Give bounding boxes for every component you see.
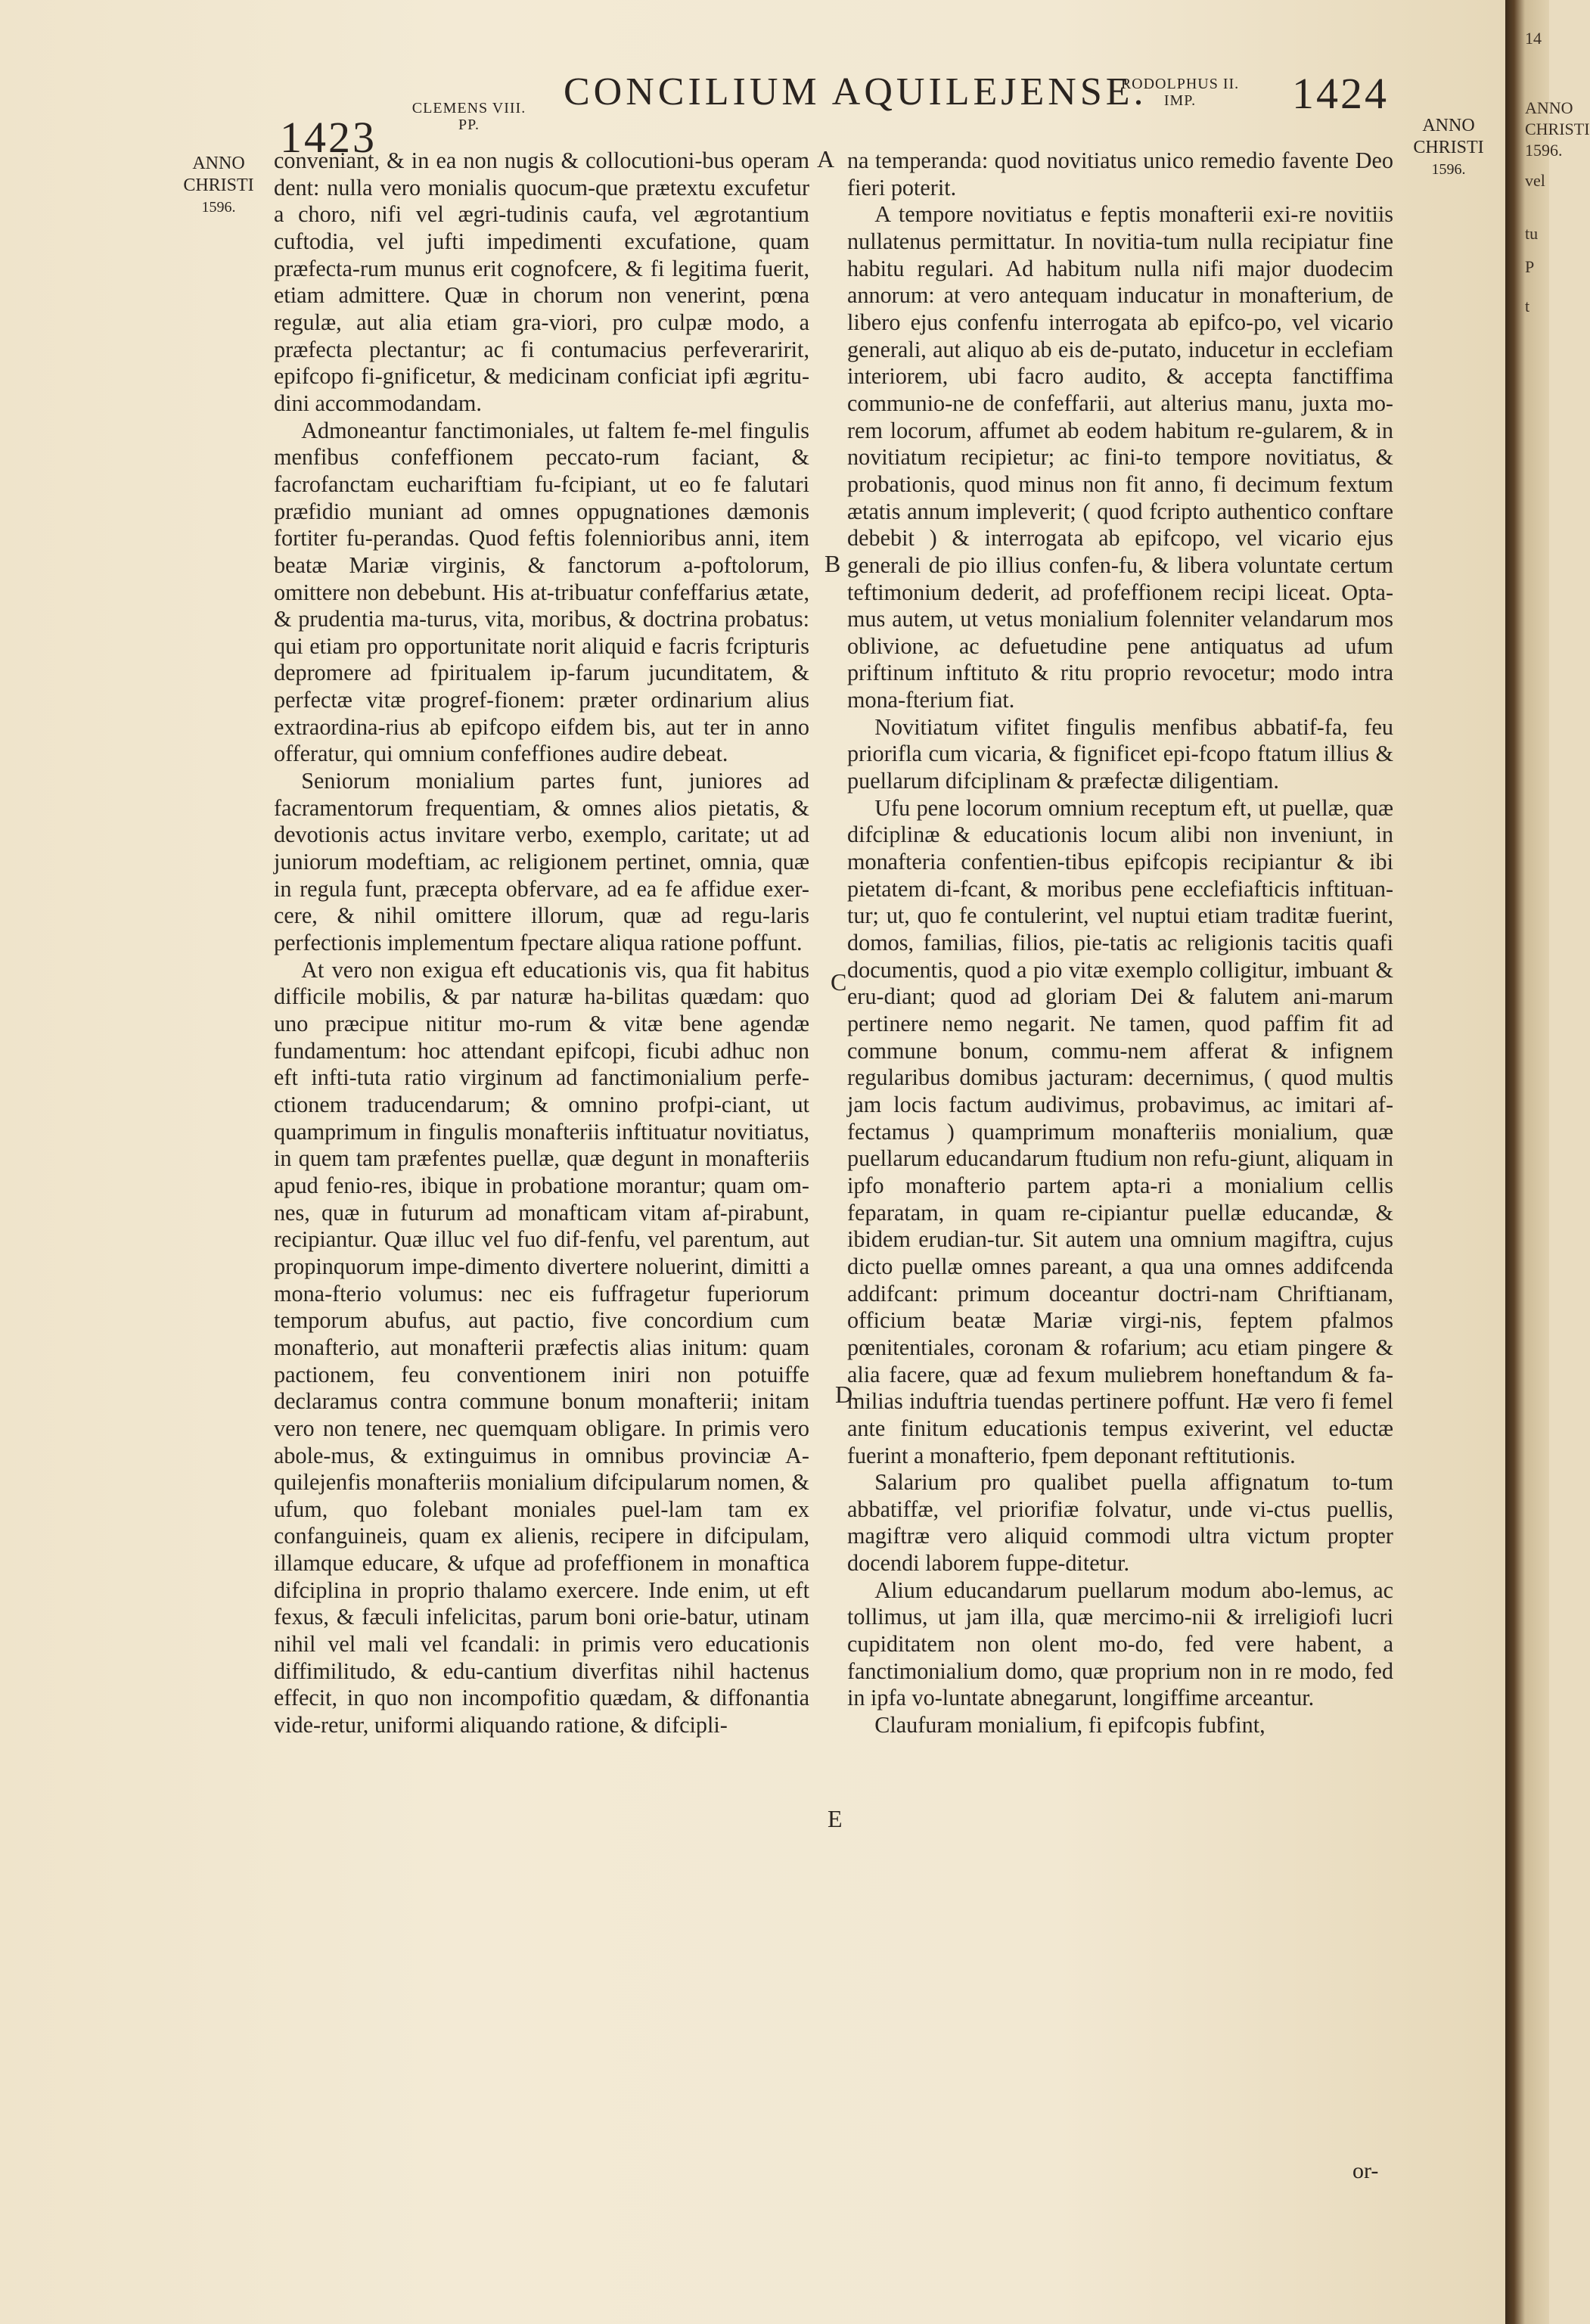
page-title: CONCILIUM AQUILEJENSE. [564, 70, 1147, 113]
left-paragraph: Admoneantur fanctimoniales, ut faltem fe-mel fingulis menfibus confeffionem peccato-rum faciant, & facrofanctam euchariftiam fu-fcipiant, ut eo fe falutari præfidio muniant ad omnes oppugnationes dæmonis fortiter fu-perandas. Quod feftis folennioribus anni, item beatæ Mariæ virginis, & fanctorum a-poftolorum, omittere non debebunt. His at-tribuatur confeffarius ætate, & prudentia ma-turus, vita, moribus, & doctrina probatus: qui etiam pro opportunitate norit aliquid e facris fcripturis depromere ad fpiritualem ip-farum jucunditatem, & perfectæ vitæ progref-fionem: præter ordinarium alius extraordina-rius ab epifcopo eifdem bis, aut ter in anno offeratur, qui omnium confeffiones audire debeat. [274, 417, 809, 767]
margin-year: 1596. [1431, 161, 1466, 178]
margin-christi: CHRISTI [1413, 138, 1484, 157]
left-paragraph: Seniorum monialium partes funt, juniores ad facramentorum frequentiam, & omnes alios pietatis, & devotionis actus invitare verbo, exemplo, caritate; ut ad juniorum modeftiam, ac religionem pertinet, omnia, quæ in regula funt, præcepta obfervare, ad ea fe affidue exer-cere, & nihil omittere illorum, quæ ad regu-laris perfectionis implementum fpectare aliqua ratione poffunt. [274, 768, 809, 956]
right-paragraph: Novitiatum vifitet fingulis menfibus abbatif-fa, feu priorifla cum vicaria, & fignificet epi-fcopo ftatum illius & puellarum difciplinam & præfectæ diligentiam. [847, 713, 1393, 794]
left-margin-year-note [169, 153, 268, 219]
right-text-column [847, 148, 1393, 1739]
adjacent-page-edge [1505, 0, 1590, 2324]
left-running-head-sub: PP. [458, 117, 480, 133]
left-running-head [393, 100, 545, 133]
margin-christi: CHRISTI [183, 176, 254, 195]
catchword: or- [1352, 2158, 1379, 2183]
adjacent-fragment: tu [1525, 224, 1539, 243]
adjacent-fragment: CHRISTI [1525, 120, 1590, 138]
right-margin-year-note [1399, 115, 1498, 181]
right-running-head [1097, 76, 1263, 109]
adjacent-fragment: P [1525, 257, 1535, 276]
left-text-column [274, 148, 809, 1739]
left-paragraph: conveniant, & in ea non nugis & collocutioni-bus operam dent: nulla vero monialis quocum-que prætextu excufetur a choro, nifi vel ægri-tudinis caufa, vel ægrotantium cuftodia, vel jufti impedimenti excufatione, quam præfecta-rum munus erit cognofcere, & fi legitima fuerit, etiam admittere. Quæ in chorum non venerint, pœna regulæ, aut alia etiam gra-viori, pro culpæ modo, a præfecta plectantur; ac fi contumacius perfeveraririt, epifcopo fi-gnificetur, & medicinam conficiat ipfi ægritu-dini accommodandam. [274, 148, 809, 416]
section-marker-c: C [831, 968, 847, 996]
left-paragraph: At vero non exigua eft educationis vis, qua fit habitus difficile mobilis, & par naturæ ha-bilitas quædam: quo uno præcipue nititur mo-rum & vitæ bene agendæ fundamentum: hoc attendant epifcopi, ficubi adhuc non eft infti-tuta ratio virginum ad fanctimonialium perfe-ctionem traducendarum; & omnino profpi-ciant, ut quamprimum in fingulis monafteriis inftituatur novitiatus, in quem tam præfentes puellæ, quæ degunt in monafteriis apud fenio-res, ibique in probatione morantur; quam om-nes, quæ in futurum ad monafticam vitam af-pirabunt, recipiantur. Quæ illuc vel fuo dif-fenfu, vel parentum, aut propinquorum impe-dimento divertere noluerint, dimitti a mona-fterio volumus: nec eis fuffragetur fuperiorum temporum abufus, aut pactio, five concordium cum monafterio, aut monafterii præfectis alias initum: quam pactionem, feu conventionem iniri non potuiffe declaramus contra commune bonum monafterii; initam vero non tenere, nec quemquam obligare. In primis vero abole-mus, & extinguimus in omnibus provinciæ A-quilejenfis monafteriis monialium difcipularum nomen, & ufum, quo folebant moniales puel-lam tam ex confanguineis, quam ex alienis, recipere in difcipulam, illamque educare, & ufque ad profeffionem in monaftica difciplina in proprio thalamo exercere. Inde enim, ut eft fexus, & fæculi infelicitas, parum boni orie-batur, utinam nihil vel mali vel fcandali: in primis vero educationis diffimilitudo, & edu-cantium diverfitas nihil hactenus effecit, in quo non incompofitio quædam, & diffonantia vide-retur, uniformi aliquando ratione, & difcipli- [274, 956, 809, 1738]
right-paragraph: na temperanda: quod novitiatus unico remedio favente Deo fieri poterit. [847, 148, 1393, 200]
adjacent-fragment: 14 [1525, 29, 1542, 48]
right-paragraph: Ufu pene locorum omnium receptum eft, ut puellæ, quæ difciplinæ & educationis locum alibi non inveniunt, in monafteria confentien-tibus epifcopis recipiantur & ibi pietatem di-fcant, & moribus pene ecclefiafticis inftituan-tur; ut, quo fe contulerint, vel nuptui etiam traditæ fuerint, domos, familias, filios, pie-tatis ac religionis tacitis quafi documentis, quod a pio vitæ exemplo colligitur, imbuant & eru-diant; quod ad gloriam Dei & falutem ani-marum pertinere nemo negarit. Ne tamen, quod paffim fit ad commune bonum, commu-nem afferat & infignem regularibus domibus jacturam: decernimus, ( quod multis jam locis factum audivimus, probavimus, ac imitari af-fectamus ) quamprimum monafteriis monialium, quæ puellarum educandarum ftudium non refu-giunt, aliquam in ipfo monafterio partem apta-ri a monialium cellis feparatam, in quam re-cipiantur puellæ educandæ, & ibidem erudian-tur. Sit autem una omnium magiftra, cujus dicto puellæ omnes pareant, a qua una omnes addifcenda addifcant: primum doceantur doctri-nam Chriftianam, officium beatæ Mariæ virgi-nis, feptem pfalmos pœnitentiales, coronam & rofarium; acu etiam pingere & alia facere, quæ ad fexum muliebrem honeftandum & fa-milias induftria tuendas pertinere poffunt. Hæ vero fi femel ante finitum educationis tempus exiverint, vel eductæ fuerint a monafterio, fpem deponant reftitutionis. [847, 794, 1393, 1468]
right-page-number: 1424 [1292, 69, 1389, 118]
margin-anno: ANNO [1422, 116, 1475, 135]
right-paragraph: Salarium pro qualibet puella affignatum to-tum abbatiffæ, vel priorifiæ folvatur, unde vi-ctus puellis, magiftræ vero aliquid commodi ultra victum propter docendi laborem fuppe-ditetur. [847, 1469, 1393, 1577]
margin-year: 1596. [201, 199, 236, 216]
section-marker-a: A [817, 145, 835, 172]
margin-anno: ANNO [192, 154, 245, 173]
section-marker-d: D [835, 1381, 853, 1408]
left-running-head-name: CLEMENS VIII. [411, 100, 526, 117]
right-paragraph: Alium educandarum puellarum modum abo-lemus, ac tollimus, ut jam illa, quæ mercimo-nii & irreligiofi lucri cupiditatem non olent mo-do, fed vere habent, a fanctimonialium domo, quæ proprium non in re modo, fed in ipfa vo-luntate abnegarunt, longiffime arceantur. [847, 1577, 1393, 1711]
section-marker-e: E [828, 1805, 843, 1832]
adjacent-fragment: vel [1525, 171, 1545, 190]
section-marker-b: B [825, 550, 841, 577]
right-running-head-name: RODOLPHUS II. [1120, 76, 1240, 92]
adjacent-fragment: t [1525, 297, 1530, 315]
right-running-head-sub: IMP. [1163, 92, 1197, 109]
right-paragraph: A tempore novitiatus e feptis monafterii exi-re novitiis nullatenus permittatur. In novitia-tum nulla recipiatur fine habitu regulari. Ad habitum nulla nifi major duodecim annorum: at vero antequam inducatur in monafterium, de libero ejus confenfu interrogata ab epifco-po, vel vicario generali, aut aliquo ab eis de-putato, inducetur in ecclefiam interiorem, ubi facro audito, & accepta fanctiffima communio-ne de confeffarii, aut alterius manu, juxta mo-rem locorum, affumet ab eodem habitum re-gularem, & in novitiatum recipietur; ac fini-to tempore novitiatus, & probationis, quod minus non fit anno, fi decimum fextum ætatis annum impleverit; ( quod fcripto authentico conftare debebit ) & interrogata ab epifcopo, vel vicario ejus generali de pio illius confen-fu, & libera voluntate certum teftimonium dederit, ad profeffionem recipi liceat. Opta-mus autem, ut vetus monialium folenniter velandarum mos oblivione, ac defuetudine pene antiquatus ad ufum priftinum inftituto & ritu proprio revocetur; modo intra mona-fterium fiat. [847, 201, 1393, 713]
right-paragraph: Claufuram monialium, fi epifcopis fubfint, [874, 1712, 1265, 1738]
adjacent-fragment: ANNO [1525, 98, 1573, 117]
left-page-number: 1423 [280, 113, 377, 162]
adjacent-fragment: 1596. [1525, 141, 1563, 160]
